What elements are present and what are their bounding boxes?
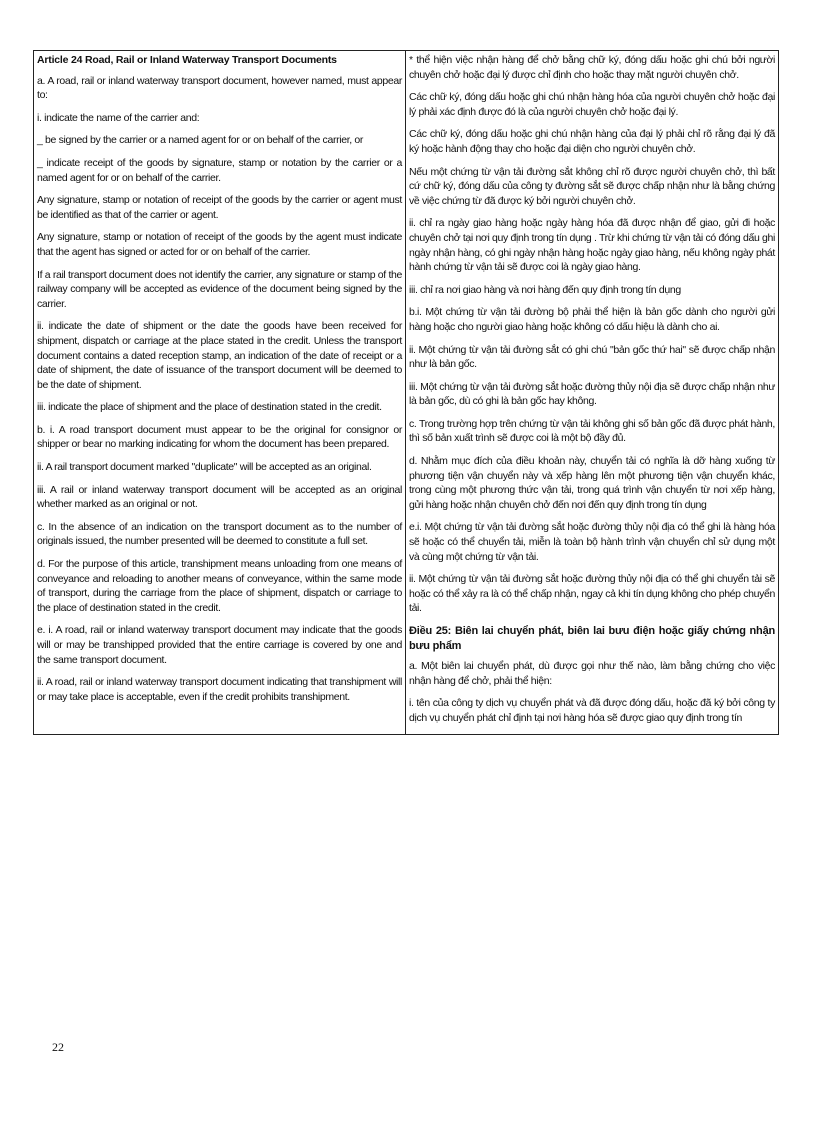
- paragraph: e. i. A road, rail or inland waterway transport document may indicate that the goods will or may be transhipped provided that the entire carriage is covered by one and the same transport document.: [37, 624, 402, 666]
- paragraph: ii. A road, rail or inland waterway transport document indicating that transhipment will or may take place is acceptable, even if the credit prohibits transhipment.: [37, 676, 402, 703]
- paragraph: ii. A rail transport document marked "duplicate" will be accepted as an original.: [37, 461, 372, 474]
- paragraph: * thể hiện việc nhận hàng để chở bằng chữ ký, đóng dấu hoặc ghi chú bởi người chuyên chở hoặc đại lý được chỉ định cho hoặc thay mặt người chuyên chở.: [409, 54, 775, 81]
- paragraph: i. indicate the name of the carrier and:: [37, 111, 200, 124]
- paragraph: a. Một biên lai chuyển phát, dù được gọi như thế nào, làm bằng chứng cho việc nhận hàng để chở, phải thể hiện:: [409, 660, 775, 687]
- paragraph: c. Trong trường hợp trên chứng từ vận tải không ghi số bản gốc đã được phát hành, thì số bản xuất trình sẽ được coi là một bộ đầy đủ.: [409, 417, 775, 445]
- bilingual-text-table: [33, 50, 779, 735]
- paragraph: Nếu một chứng từ vận tải đường sắt không chỉ rõ được người chuyên chở, thì bất cứ chữ ký, đóng dấu của công ty đường sắt sẽ được chấp nhận như là bằng chứng về việc chứng từ đã được ký bởi người chuyên chở.: [409, 165, 775, 207]
- paragraph: iii. indicate the place of shipment and the place of destination stated in the credit.: [37, 401, 382, 414]
- paragraph: iii. Một chứng từ vận tải đường sắt hoặc đường thủy nội địa sẽ được chấp nhận như là bản gốc, dù có ghi là bản gốc hay không.: [409, 380, 775, 408]
- paragraph: d. For the purpose of this article, transhipment means unloading from one means of conveyance and reloading to another means of conveyance, within the same mode of transport, during the carriage from the place of shipment, dispatch or carriage to the place of destination stated in the credit.: [37, 558, 402, 614]
- paragraph: e.i. Một chứng từ vận tải đường sắt hoặc đường thủy nội địa có thể ghi là hàng hóa sẽ hoặc có thể chuyển tải, miễn là toàn bộ hành trình vận chuyển chỉ sử dụng một và cùng một chứng từ vận tải.: [409, 521, 775, 563]
- vietnamese-paragraphs-a: [409, 53, 775, 616]
- vietnamese-column: [406, 51, 778, 734]
- paragraph: Các chữ ký, đóng dấu hoặc ghi chú nhận hàng hóa của người chuyên chở hoặc đại lý phải xác định được đó là của người chuyên chở hoặc đại lý.: [409, 91, 775, 118]
- page-number: 22: [52, 1040, 64, 1054]
- vietnamese-paragraphs-b: [409, 659, 775, 725]
- paragraph: iii. A rail or inland waterway transport document will be accepted as an original whether marked as an original or not.: [37, 483, 402, 511]
- paragraph: ii. Một chứng từ vận tải đường sắt có ghi chú "bản gốc thứ hai" sẽ được chấp nhận như là bản gốc.: [409, 343, 775, 371]
- paragraph: If a rail transport document does not identify the carrier, any signature or stamp of the railway company will be accepted as evidence of the document being signed by the carrier.: [37, 268, 402, 310]
- paragraph: _ indicate receipt of the goods by signature, stamp or notation by the carrier or a named agent for or on behalf of the carrier.: [37, 156, 402, 184]
- paragraph: c. In the absence of an indication on the transport document as to the number of originals issued, the number presented will be deemed to constitute a full set.: [37, 520, 402, 548]
- paragraph: ii. indicate the date of shipment or the date the goods have been received for shipment, dispatch or carriage at the place stated in the credit. Unless the transport document contains a dated reception stamp, an indication of the date of receipt or a date of shipment, the date of issuance of the transport document will be deemed to be the date of shipment.: [37, 320, 402, 391]
- paragraph: ii. Một chứng từ vận tải đường sắt hoặc đường thủy nội địa có thể ghi chuyển tải sẽ hoặc có thể xảy ra là có thể chấp nhận, ngay cả khi tín dụng không cho phép chuyển tải.: [409, 573, 775, 615]
- paragraph: i. tên của công ty dịch vụ chuyển phát và đã được đóng dấu, hoặc đã ký bởi công ty dịch vụ chuyển phát chỉ định tại nơi hàng hóa sẽ được giao quy định trong tín: [409, 697, 775, 724]
- paragraph: Any signature, stamp or notation of receipt of the goods by the carrier or agent must be identified as that of the carrier or agent.: [37, 194, 402, 221]
- article-heading: Article 24 Road, Rail or Inland Waterway Transport Documents: [37, 54, 337, 66]
- paragraph: iii. chỉ ra nơi giao hàng và nơi hàng đến quy định trong tín dụng: [409, 283, 681, 296]
- paragraph: d. Nhằm mục đích của điều khoản này, chuyển tải có nghĩa là dỡ hàng xuống từ phương tiện vận chuyển này và xếp hàng lên một phương tiện vận chuyển khác, trong cùng một phương thức vận tải, trong quá trình vận chuyển từ nơi xếp hàng, gửi hàng hoặc nhận chuyên chở đến nơi đến quy định trong tín dụng: [409, 455, 775, 511]
- paragraph: _ be signed by the carrier or a named agent for or on behalf of the carrier, or: [37, 134, 364, 147]
- paragraph: Any signature, stamp or notation of receipt of the goods by the agent must indicate that the agent has signed or acted for or on behalf of the carrier.: [37, 231, 402, 258]
- paragraph: b. i. A road transport document must appear to be the original for consignor or shipper or bear no marking indicating for whom the document has been prepared.: [37, 423, 402, 451]
- paragraph: Các chữ ký, đóng dấu hoặc ghi chú nhận hàng của đại lý phải chỉ rõ rằng đại lý đã ký hoặc hành động thay cho hoặc đại diện cho người chuyên chở.: [409, 128, 775, 155]
- paragraph: b.i. Một chứng từ vận tải đường bộ phải thể hiện là bản gốc dành cho người gửi hàng hoặc cho người giao hàng hoặc không có dấu hiệu là dành cho ai.: [409, 306, 775, 333]
- paragraph: a. A road, rail or inland waterway transport document, however named, must appear to:: [37, 74, 402, 102]
- english-column: [34, 51, 406, 734]
- paragraph: ii. chỉ ra ngày giao hàng hoặc ngày hàng hóa đã được nhận để giao, gửi đi hoặc chuyên chở tại nơi quy định trong tín dụng . Trừ khi chứng từ vận tải có đóng dấu ghi ngày nhận hàng, có ghi ngày nhận hàng hoặc ngày giao hàng, nếu không ngày phát hành chứng từ vận tải sẽ được coi là ngày giao hàng.: [409, 217, 775, 274]
- dieu-heading: Điều 25: Biên lai chuyển phát, biên lai bưu điện hoặc giấy chứng nhận bưu phẩm: [409, 625, 775, 652]
- english-paragraphs: [37, 74, 402, 705]
